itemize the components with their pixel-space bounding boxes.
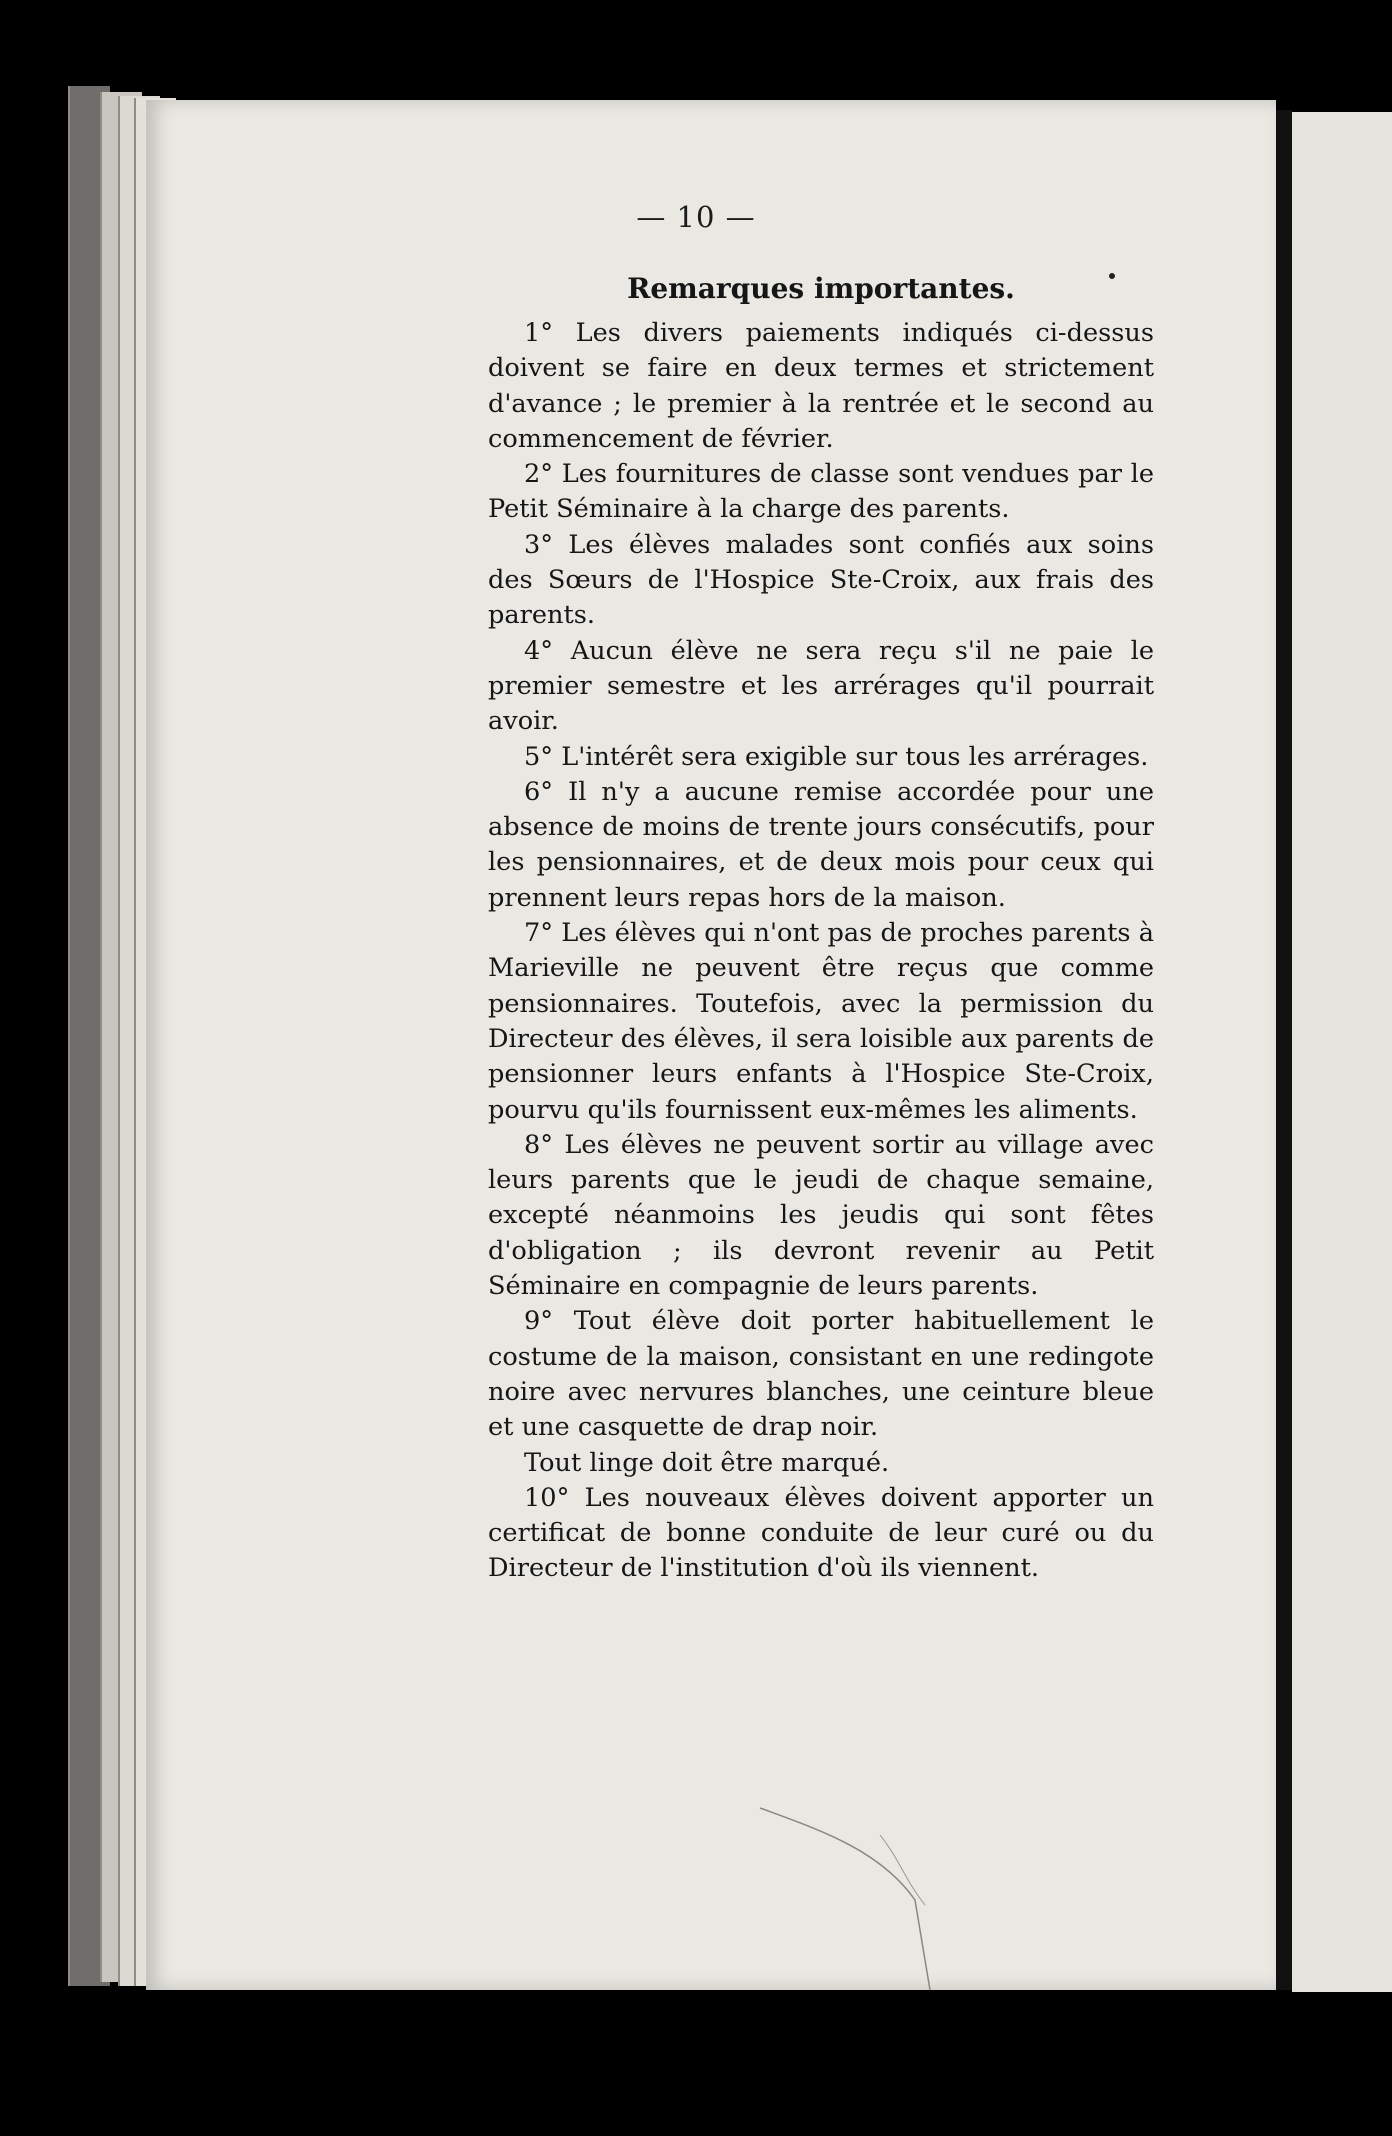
paragraph: 8° Les élèves ne peuvent sortir au village avec leurs parents que le jeudi de chaque semaine, excepté néanmoins les jeudis qui sont fêtes d'obligation ; ils devront revenir au Petit Séminaire en compagnie de leurs parents. — [488, 1129, 1154, 1302]
document-body — [488, 270, 1154, 1587]
paragraph: 9° Tout élève doit porter habituellement le costume de la maison, consistant en une redingote noire avec nervures blanches, une ceinture bleue et une casquette de drap noir. — [488, 1306, 1154, 1443]
paragraph: Tout linge doit être marqué. — [524, 1447, 890, 1478]
paragraph: 4° Aucun élève ne sera reçu s'il ne paie le premier semestre et les arrérages qu'il pourrait avoir. — [488, 635, 1154, 737]
paragraph: 3° Les élèves malades sont confiés aux soins des Sœurs de l'Hospice Ste-Croix, aux frais des parents. — [488, 529, 1154, 631]
paragraph: 7° Les élèves qui n'ont pas de proches parents à Marieville ne peuvent être reçus que comme pensionnaires. Toutefois, avec la permission du Directeur des élèves, il sera loisible aux parents de pensionner leurs enfants à l'Hospice Ste-Croix, pourvu qu'ils fournissent eux-mêmes les aliments. — [488, 918, 1154, 1125]
section-heading: Remarques importantes. — [627, 272, 1015, 305]
paragraph: 1° Les divers paiements indiqués ci-dessus doivent se faire en deux termes et strictement d'avance ; le premier à la rentrée et le second au commencement de février. — [488, 318, 1154, 454]
paragraph: 2° Les fournitures de classe sont vendues par le Petit Séminaire à la charge des parents. — [488, 459, 1154, 525]
page-number: — 10 — — [636, 200, 756, 234]
paragraph: 6° Il n'y a aucune remise accordée pour une absence de moins de trente jours consécutifs, pour les pensionnaires, et de deux mois pour ceux qui prennent leurs repas hors de la maison. — [488, 776, 1154, 913]
facing-page — [1292, 112, 1392, 1992]
binding-gutter — [1276, 110, 1292, 1990]
paragraph: 5° L'intérêt sera exigible sur tous les arrérages. — [524, 741, 1149, 772]
paragraph: 10° Les nouveaux élèves doivent apporter un certificat de bonne conduite de leur curé ou du Directeur de l'institution d'où ils viennent. — [488, 1482, 1154, 1584]
